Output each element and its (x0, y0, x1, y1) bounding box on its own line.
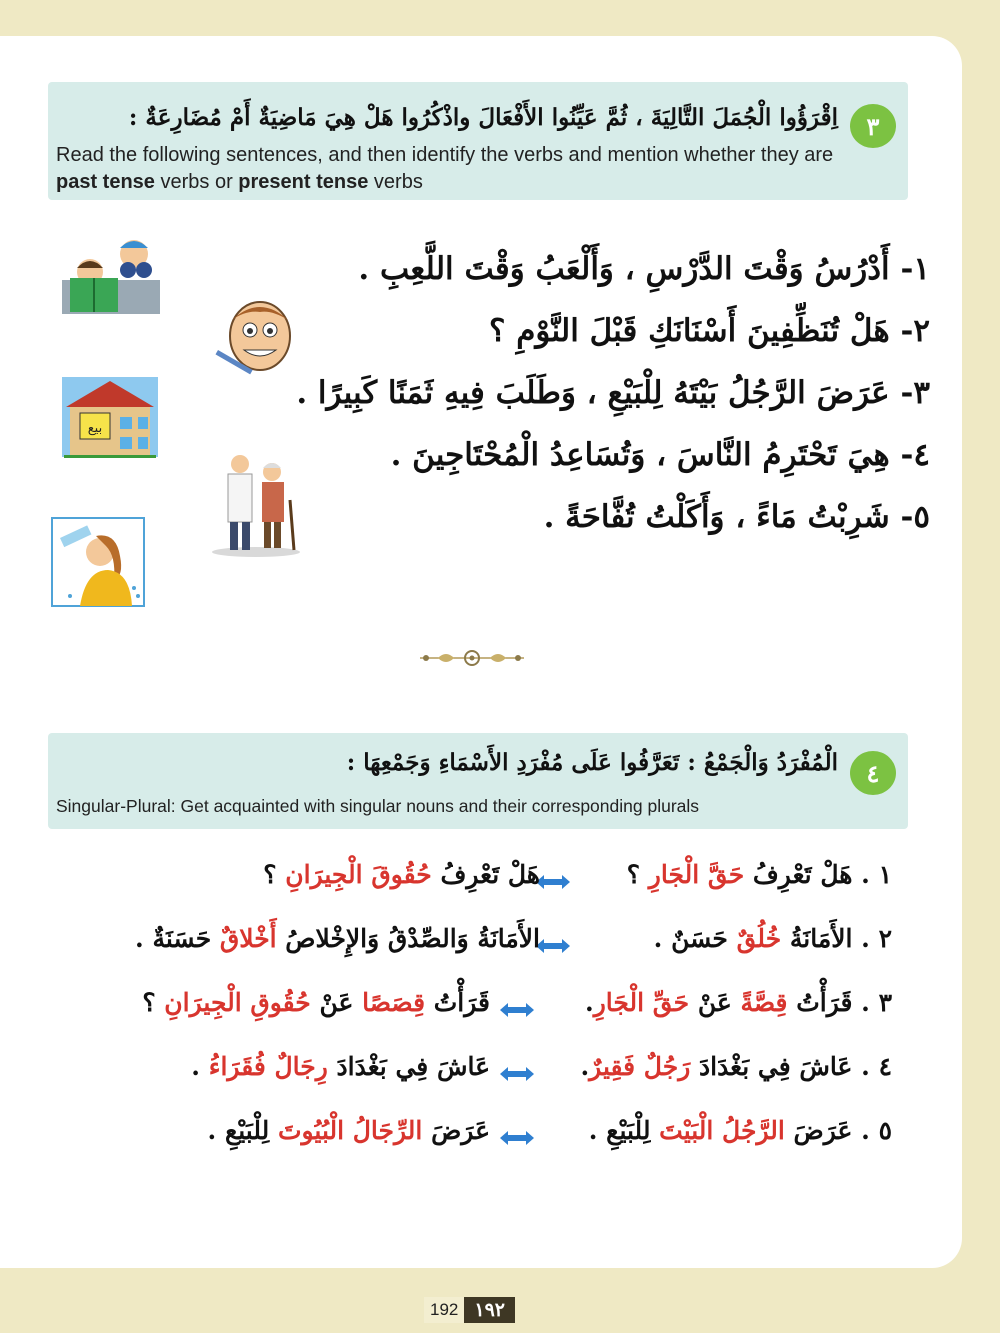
plural-sentence (208, 1116, 490, 1145)
pair-row (36, 852, 908, 916)
singular-sentence (585, 988, 892, 1017)
ornament-divider (416, 648, 528, 668)
sentence-4: ٤- هِيَ تَحْتَرِمُ النَّاسَ ، وَتُسَاعِدُ الْمُحْتَاجِينَ . (390, 437, 930, 473)
pair-row (36, 980, 908, 1044)
sentence-text: . (191, 1052, 209, 1081)
sentence-text: ؟ (263, 860, 286, 889)
exercise-3-sentences (230, 238, 930, 548)
sentence-text: عَاشَ فِي بَغْدَادَ (327, 1052, 490, 1081)
boy-brushing-teeth-illustration (212, 296, 298, 382)
exercise-4-number: ٤ (850, 751, 896, 795)
sentence-text: لِلْبَيْعِ . (207, 1116, 278, 1145)
exercise-3-arabic-instruction: اِقْرَؤُوا الْجُمَلَ التَّالِيَةَ ، ثُمَّ عَيِّنُوا الأَفْعَالَ واذْكُرُوا هَلْ هِيَ مَاضِيَةٌ أَمْ مُضَارِعَةٌ : (128, 104, 838, 131)
sentence-text: عَنْ (689, 988, 741, 1017)
sentence-1: ١- أَدْرُسُ وَقْتَ الدَّرْسِ ، وَأَلْعَبُ وَقْتَ اللَّعِبِ . (358, 251, 930, 287)
exercise-4-english-instruction: Singular-Plural: Get acquainted with singular nouns and their corresponding plurals (56, 796, 700, 816)
sentence-text: ٥ . عَرَضَ (784, 1116, 892, 1145)
sentence-text: . (580, 1052, 590, 1081)
highlighted-word: قِصَّةً (740, 988, 788, 1017)
sentence-text: ٢ . الأَمَانَةُ (781, 924, 892, 953)
sentence-text: حَسَنٌ . (653, 924, 737, 953)
page-number-arabic: ١٩٢ (464, 1297, 515, 1323)
sentence-text: ٤ . عَاشَ فِي بَغْدَادَ (690, 1052, 892, 1081)
page-number (424, 1297, 528, 1323)
singular-sentence (627, 860, 892, 889)
double-arrow-icon (500, 1066, 534, 1082)
exercise-4-header (48, 733, 908, 829)
sentence-2: ٢- هَلْ تُنَظِّفِينَ أَسْنَانَكِ قَبْلَ النَّوْمِ ؟ (488, 313, 930, 349)
sentence-text: الأَمَانَةُ وَالصِّدْقُ وَالإِخْلاصُ (276, 924, 540, 953)
exercise-4-arabic-instruction: الْمُفْرَدُ وَالْجَمْعُ : تَعَرَّفُوا عَلَى مُفْرَدِ الأَسْمَاءِ وَجَمْعِهَا : (346, 749, 838, 776)
highlighted-word: الرِّجَالُ الْبُيُوتَ (277, 1116, 423, 1145)
sentence-text: ؟ (626, 860, 649, 889)
sentence-text: ٣ . قَرَأْتُ (787, 988, 892, 1017)
plural-sentence (135, 924, 540, 953)
sentence-3: ٣- عَرَضَ الرَّجُلُ بَيْتَهُ لِلْبَيْعِ ، وَطَلَبَ فِيهِ ثَمَنًا كَبِيرًا . (296, 375, 930, 411)
highlighted-word: خُلُقٌ (736, 924, 782, 953)
page-number-latin: 192 (424, 1297, 464, 1323)
double-arrow-icon (500, 1130, 534, 1146)
highlighted-word: حُقُوقَ الْجِيرَانِ (285, 860, 432, 889)
double-arrow-icon (536, 874, 570, 890)
singular-sentence (580, 1052, 892, 1081)
highlighted-word: قِصَصًا (362, 988, 426, 1017)
sentence-text: . (584, 988, 594, 1017)
singular-plural-pairs (36, 852, 908, 1172)
double-arrow-icon (500, 1002, 534, 1018)
sentence-text: حَسَنَةٌ . (135, 924, 220, 953)
exercise-3-number: ٣ (850, 104, 896, 148)
plural-sentence (142, 988, 490, 1017)
highlighted-word: رِجَالٌ فُقَرَاءُ (208, 1052, 328, 1081)
house-for-sale-illustration (60, 375, 160, 459)
sale-sign-text: بيع (87, 421, 103, 436)
exercise-3-header (48, 82, 908, 200)
plural-sentence (191, 1052, 490, 1081)
plural-sentence (263, 860, 540, 889)
pair-row (36, 916, 908, 980)
doctor-helping-elderly-illustration (208, 450, 304, 558)
exercise-3-english-instruction: Read the following sentences, and then identify the verbs and mention whether they are past tense verbs or present tense verbs (56, 144, 834, 193)
sentence-text: عَنْ (310, 988, 363, 1017)
highlighted-word: حُقُوقِ الْجِيرَانِ (164, 988, 311, 1017)
highlighted-word: حَقَّ الْجَارِ (648, 860, 745, 889)
sentence-text: لِلْبَيْعِ . (588, 1116, 660, 1145)
sentence-5: ٥- شَرِبْتُ مَاءً ، وَأَكَلْتُ تُفَّاحَةً . (543, 499, 930, 535)
sentence-text: ؟ (142, 988, 165, 1017)
sentence-text: قَرَأْتُ (425, 988, 490, 1017)
sentence-text: ١ . هَلْ تَعْرِفُ (744, 860, 892, 889)
highlighted-word: الرَّجُلُ الْبَيْتَ (659, 1116, 785, 1145)
girl-drinking-water-illustration (50, 516, 146, 608)
children-reading-illustration (56, 232, 166, 318)
pair-row (36, 1108, 908, 1172)
highlighted-word: حَقِّ الْجَارِ (593, 988, 690, 1017)
highlighted-word: رَجُلٌ فَقِيرٌ (589, 1052, 691, 1081)
sentence-text: عَرَضَ (422, 1116, 490, 1145)
singular-sentence (654, 924, 892, 953)
sentence-text: هَلْ تَعْرِفُ (431, 860, 540, 889)
highlighted-word: أَخْلاقٌ (219, 924, 277, 953)
singular-sentence (589, 1116, 892, 1145)
pair-row (36, 1044, 908, 1108)
double-arrow-icon (536, 938, 570, 954)
